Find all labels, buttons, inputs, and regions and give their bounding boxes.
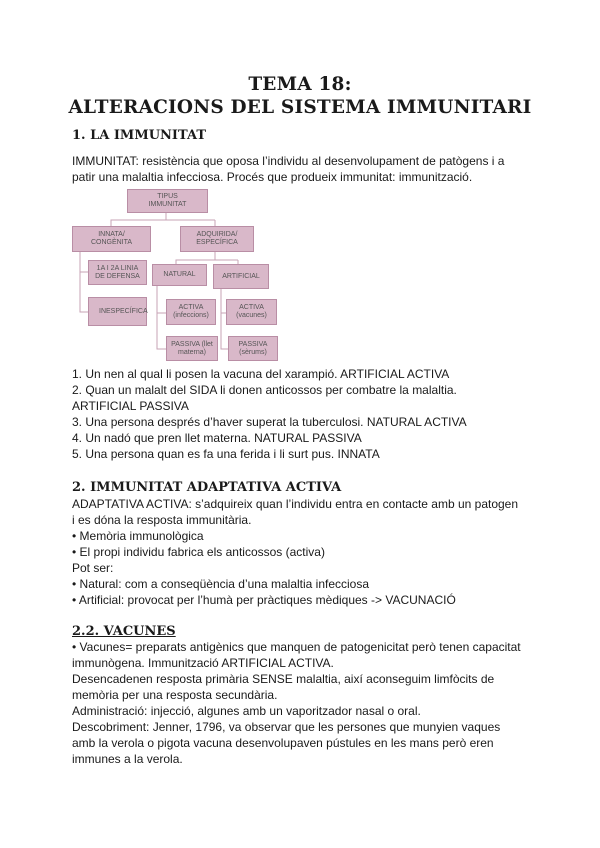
section2-line: • Artificial: provocat per l’humà per pràctiques mèdiques -> VACUNACIÓ bbox=[72, 593, 456, 607]
node-line: IMMUNITAT bbox=[148, 201, 187, 208]
diagram-node-tipus-immunitat bbox=[127, 189, 208, 213]
section2-line: Pot ser: bbox=[72, 561, 114, 575]
node-line: ACTIVA bbox=[178, 304, 204, 311]
section22-line: Desencadenen resposta primària SENSE malaltia, així aconseguim limfòcits de bbox=[72, 672, 495, 686]
page-title-line1: TEMA 18: bbox=[248, 74, 352, 95]
example-line: 1. Un nen al qual li posen la vacuna del xarampió. ARTIFICIAL ACTIVA bbox=[72, 367, 450, 381]
node-line: PASSIVA bbox=[238, 340, 268, 348]
node-line: CONGÈNITA bbox=[90, 239, 133, 246]
diagram-node-activa-artificial bbox=[226, 299, 277, 325]
diagram-node-natural: NATURAL bbox=[152, 264, 207, 286]
section22-line: • Vacunes= preparats antigènics que manquen de patogenicitat però tenen capacitat bbox=[72, 640, 521, 654]
example-line: 5. Una persona quan es fa una ferida i li surt pus. INNATA bbox=[72, 447, 380, 461]
section22-line: immunògena. Immunització ARTIFICIAL ACTIVA. bbox=[72, 656, 334, 670]
node-line: DE DEFENSA bbox=[95, 272, 140, 280]
section22-line: amb la verola o pigota vacuna desenvolupaven pústules en les mans però eren bbox=[72, 736, 494, 750]
section22-line: memòria per una resposta secundària. bbox=[72, 688, 278, 702]
section2-line: • Memòria immunològica bbox=[72, 529, 204, 543]
section2-line: • Natural: com a conseqüència d’una malaltia infecciosa bbox=[72, 577, 370, 591]
section2-line: i es dóna la resposta immunitària. bbox=[72, 513, 252, 527]
section1-intro-line: patir una malaltia infecciosa. Procés que produeix immunitat: immunització. bbox=[72, 170, 473, 184]
node-line: (vacunes) bbox=[236, 312, 267, 319]
section22-line: immunes a la verola. bbox=[72, 752, 183, 766]
example-line: ARTIFICIAL PASSIVA bbox=[72, 399, 189, 413]
diagram-node-passiva-natural bbox=[166, 336, 218, 361]
diagram-node-inespecifica: INESPECÍFICA bbox=[88, 297, 147, 326]
node-line: materna) bbox=[177, 348, 206, 356]
node-line: 1A I 2A LINIA bbox=[96, 264, 139, 272]
node-line: ADQUIRIDA/ bbox=[196, 231, 238, 238]
node-line: (infeccions) bbox=[173, 312, 209, 319]
example-line: 3. Una persona després d’haver superat la tuberculosi. NATURAL ACTIVA bbox=[72, 415, 467, 429]
diagram-node-linia-defensa bbox=[88, 260, 147, 285]
diagram-node-adquirida bbox=[180, 226, 254, 252]
node-line: (sèrums) bbox=[239, 348, 267, 356]
node-line: INNATA/ bbox=[98, 231, 125, 238]
section2-line: • El propi individu fabrica els anticossos (activa) bbox=[72, 545, 325, 559]
diagram-node-activa-natural bbox=[166, 299, 216, 325]
node-line: PASSIVA (llet bbox=[171, 340, 213, 348]
diagram-node-artificial: ARTIFICIAL bbox=[213, 264, 269, 289]
section1-intro-line: IMMUNITAT: resistència que oposa l’individu al desenvolupament de patògens i a bbox=[72, 154, 505, 168]
diagram-node-innata bbox=[72, 226, 151, 252]
page-title-line2: ALTERACIONS DEL SISTEMA IMMUNITARI bbox=[68, 97, 532, 118]
node-line: ESPECÍFICA bbox=[196, 239, 238, 246]
example-line: 4. Un nadó que pren llet materna. NATURAL PASSIVA bbox=[72, 431, 362, 445]
section1-heading: 1. LA IMMUNITAT bbox=[72, 128, 207, 143]
diagram-node-passiva-artificial bbox=[228, 336, 278, 361]
section22-line: Administració: injecció, algunes amb un vaporitzador nasal o oral. bbox=[72, 704, 421, 718]
example-line: 2. Quan un malalt del SIDA li donen anticossos per combatre la malaltia. bbox=[72, 383, 457, 397]
section22-heading: 2.2. VACUNES bbox=[72, 624, 176, 639]
section2-line: ADAPTATIVA ACTIVA: s’adquireix quan l’individu entra en contacte amb un patogen bbox=[72, 497, 519, 511]
section22-line: Descobriment: Jenner, 1796, va observar que les persones que munyien vaques bbox=[72, 720, 501, 734]
node-line: TIPUS bbox=[157, 193, 178, 200]
node-line: ACTIVA bbox=[239, 304, 264, 311]
section2-heading: 2. IMMUNITAT ADAPTATIVA ACTIVA bbox=[72, 480, 342, 495]
